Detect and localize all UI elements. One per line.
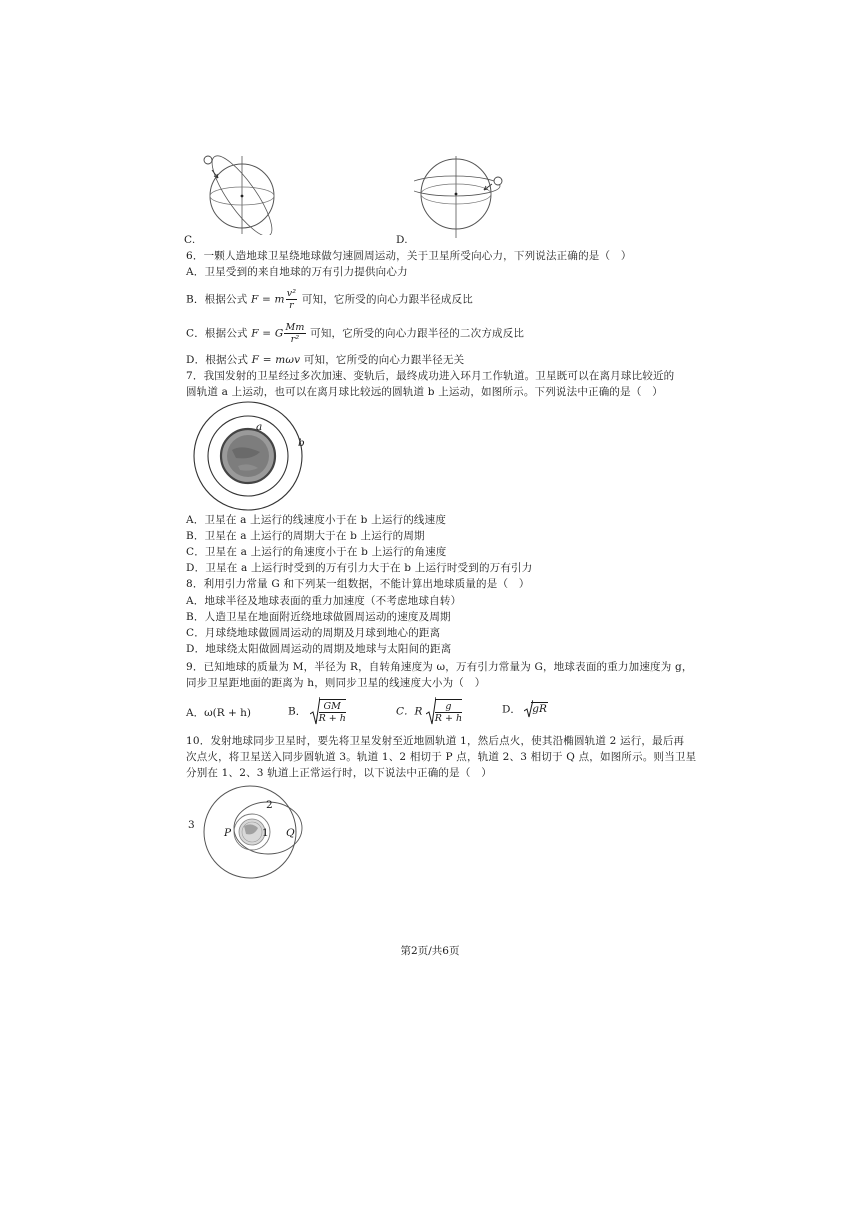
q7-option-d: D．卫星在 a 上运行时受到的万有引力大于在 b 上运行时受到的万有引力 <box>186 562 533 574</box>
moon-orbit-diagram <box>190 400 310 512</box>
q6-option-b-formula-lhs: F = m <box>250 293 285 306</box>
q6-option-c-formula-lhs: F = G <box>251 327 284 340</box>
q9-stem-line1: 9．已知地球的质量为 M，半径为 R，自转角速度为 ω，万有引力常量为 G，地球表面的重力加速度为 g， <box>186 661 693 673</box>
q9-option-b-fraction <box>319 699 346 724</box>
q9-option-c <box>396 697 463 725</box>
q8-option-a: A．地球半径及地球表面的重力加速度（不考虑地球自转） <box>186 595 462 607</box>
q8-option-c: C．月球绕地球做圆周运动的周期及月球到地心的距离 <box>186 627 441 639</box>
q9-option-d-value: gR <box>532 703 547 715</box>
q10-stem-line3: 分别在 1、2、3 轨道上正常运行时，以下说法中正确的是（ ） <box>186 767 492 779</box>
q7-stem-line1: 7．我国发射的卫星经过多次加速、变轨后，最终成功进入环月工作轨道。卫星既可以在离月球比较近的 <box>186 370 675 382</box>
q6-option-d-formula: F = mωv <box>251 354 301 366</box>
figure-c-label: C. <box>184 234 196 246</box>
q9-option-a: A．ω(R + h) <box>186 707 251 719</box>
q9-option-c-fraction <box>435 699 462 724</box>
fraction-denominator: R + h <box>434 712 463 724</box>
point-p-label: P <box>224 827 232 839</box>
q6-option-a: A．卫星受到的来自地球的万有引力提供向心力 <box>186 266 408 278</box>
q7-stem-line2: 圆轨道 a 上运动，也可以在离月球比较远的圆轨道 b 上运动，如图所示。下列说法中正确的是（ ） <box>186 386 663 398</box>
figure-d-orbit-diagram <box>414 154 514 239</box>
orbit-3-label: 3 <box>188 819 195 831</box>
fraction-denominator: r² <box>290 334 300 345</box>
q7-option-a: A．卫星在 a 上运行的线速度小于在 b 上运行的线速度 <box>186 514 447 526</box>
q6-option-d-suffix: 可知，它所受的向心力跟半径无关 <box>303 354 465 366</box>
q7-option-b: B．卫星在 a 上运行的周期大于在 b 上运行的周期 <box>186 530 425 542</box>
fraction-numerator: g <box>435 701 462 713</box>
q6-option-b-suffix: 可知，它所受的向心力跟半径成反比 <box>301 293 474 306</box>
q7-option-c: C．卫星在 a 上运行的角速度小于在 b 上运行的角速度 <box>186 546 447 558</box>
q9-option-b <box>288 697 347 725</box>
fraction-denominator: r <box>289 300 294 311</box>
q10-stem-line1: 10．发射地球同步卫星时，要先将卫星发射至近地圆轨道 1，然后点火，使其沿椭圆轨道 2 运行，最后再 <box>186 735 685 747</box>
q9-option-d-label: D． <box>502 703 521 716</box>
q8-stem: 8．利用引力常量 G 和下列某一组数据，不能计算出地球质量的是（ ） <box>186 578 530 590</box>
q6-option-c-prefix: C．根据公式 <box>186 327 248 340</box>
q9-option-b-label: B． <box>288 705 307 718</box>
q8-option-b: B．人造卫星在地面附近绕地球做圆周运动的速度及周期 <box>186 611 451 623</box>
fraction-denominator: R + h <box>318 712 346 724</box>
orbit-a-label: a <box>256 421 263 433</box>
q6-option-b-prefix: B．根据公式 <box>186 293 248 306</box>
orbit-b-label: b <box>298 437 305 449</box>
fraction-numerator: Mm <box>285 322 305 333</box>
q9-option-c-label: C．R <box>396 705 423 718</box>
q6-option-c <box>186 322 524 345</box>
satellite-orbit-transfer-diagram <box>186 780 316 880</box>
q6-option-b <box>186 288 473 311</box>
q9-option-d <box>502 700 548 718</box>
orbit-1-label: 1 <box>262 827 269 839</box>
fraction-numerator: v² <box>286 288 297 299</box>
q6-option-d <box>186 353 464 367</box>
q6-option-c-fraction <box>284 322 305 345</box>
q10-stem-line2: 次点火，将卫星送入同步圆轨道 3。轨道 1、2 相切于 P 点，轨道 2、3 相切于 Q 点，如图所示。则当卫星 <box>186 751 697 763</box>
fraction-numerator: GM <box>319 701 346 713</box>
figure-d-label: D. <box>396 234 408 246</box>
q6-option-c-suffix: 可知，它所受的向心力跟半径的二次方成反比 <box>310 327 525 340</box>
q8-option-d: D．地球绕太阳做圆周运动的周期及地球与太阳间的距离 <box>186 643 452 655</box>
q6-option-d-prefix: D．根据公式 <box>186 354 249 366</box>
figure-c-orbit-diagram <box>196 150 296 235</box>
orbit-2-label: 2 <box>266 799 273 811</box>
page-number-footer: 第2页/共6页 <box>400 945 460 957</box>
q6-option-b-fraction <box>286 288 298 311</box>
q6-stem: 6．一颗人造地球卫星绕地球做匀速圆周运动，关于卫星所受向心力，下列说法正确的是（ ） <box>186 250 632 262</box>
q9-stem-line2: 同步卫星距地面的距离为 h，则同步卫星的线速度大小为（ ） <box>186 677 486 689</box>
point-q-label: Q <box>286 827 295 839</box>
